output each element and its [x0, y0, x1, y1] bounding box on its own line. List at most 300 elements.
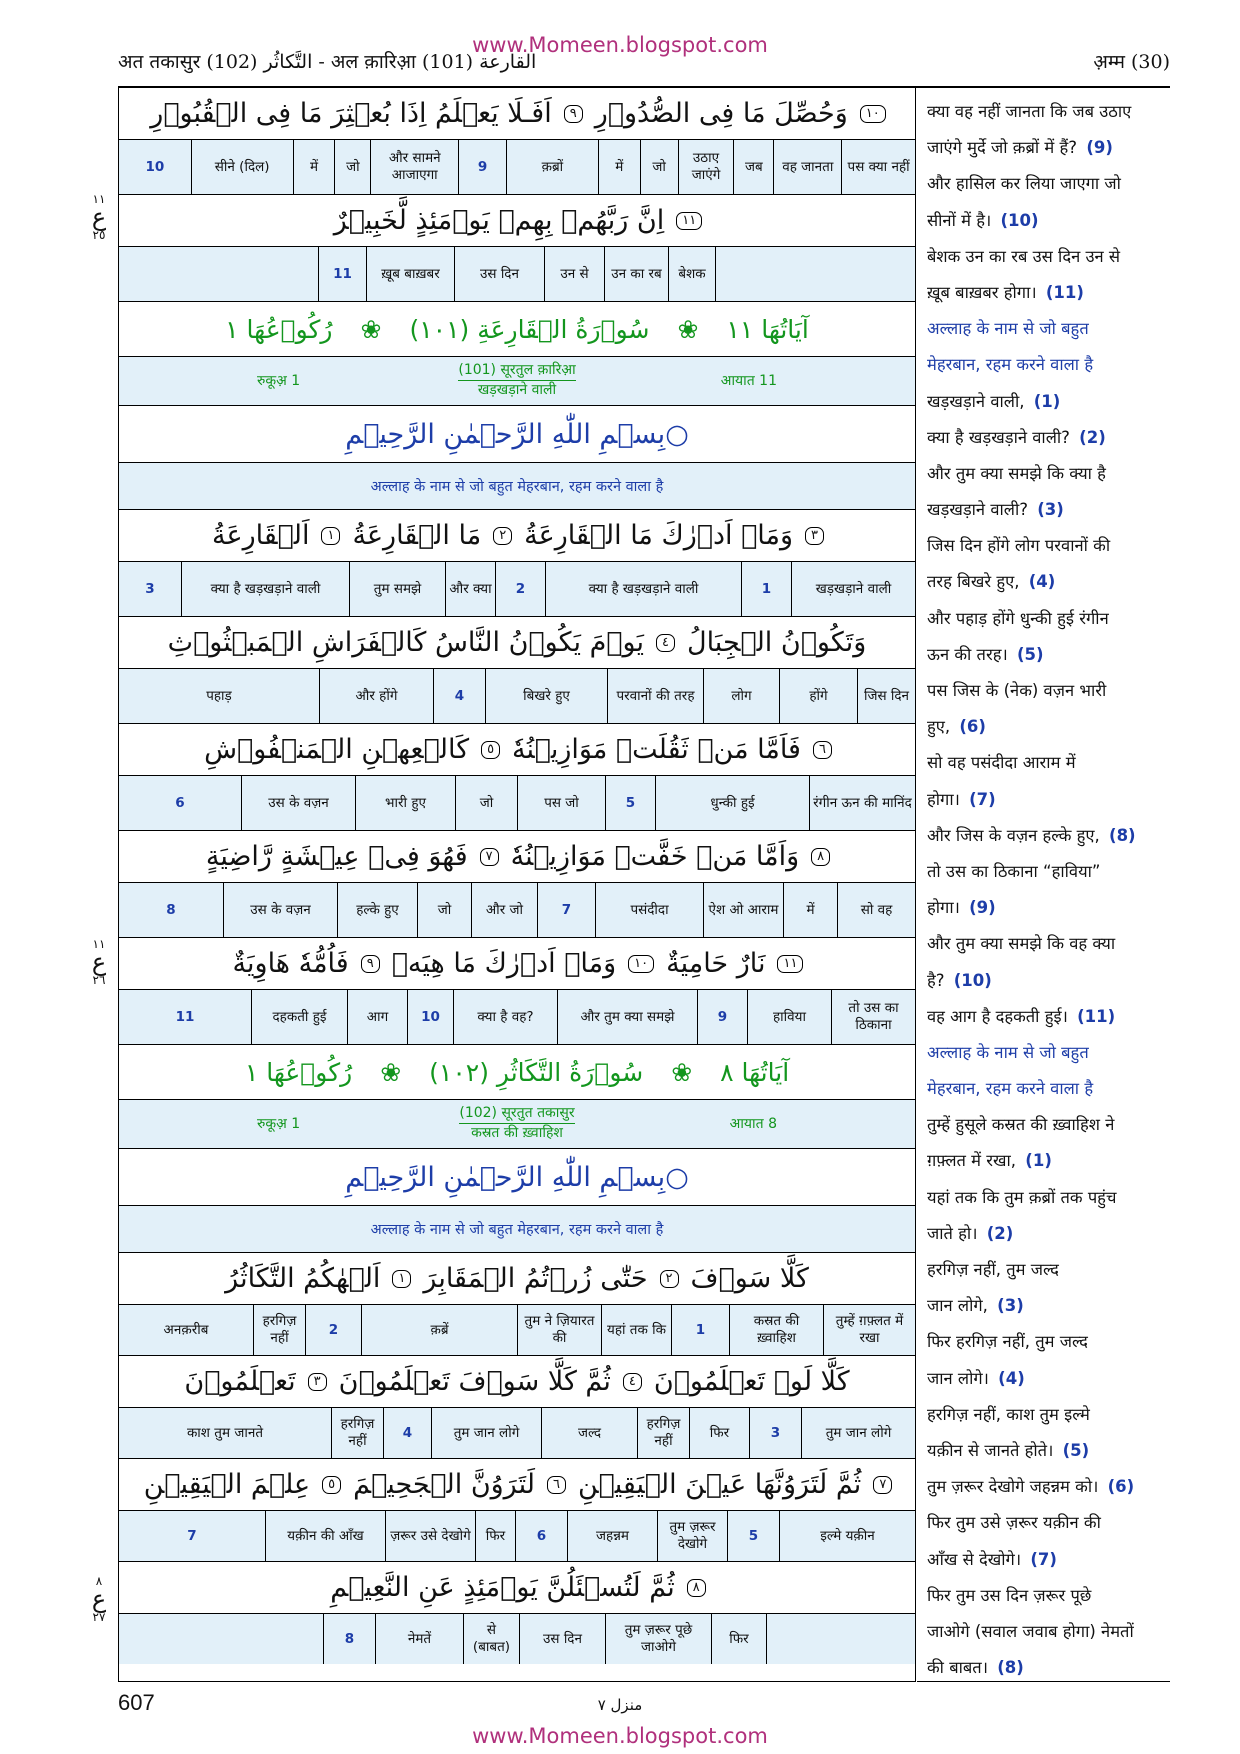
word-cell: जल्द [541, 1408, 637, 1458]
translation-text: तुम ज़रूर देखोगे जहन्नम को। [927, 1477, 1104, 1497]
word-cell: उस दिन [454, 247, 544, 301]
ruku-label: रुकूअ़ 1 [257, 373, 301, 389]
translation-line [927, 275, 1170, 311]
word-cell: होंगे [779, 669, 857, 723]
surah-heading [119, 1045, 915, 1100]
word-cell: तुम समझे [349, 562, 445, 616]
ayah-number-cell: 9 [697, 990, 747, 1044]
translation-line: और हासिल कर लिया जाएगा जो [927, 174, 1121, 194]
word-cell: ऐश ओ आराम [703, 883, 783, 937]
word-cell: और क्या [445, 562, 495, 616]
ayah-number-cell: 6 [515, 1511, 567, 1561]
ruku-symbol: ع [91, 948, 107, 976]
arabic-text: مَا الۡقَارِعَةُ [352, 520, 482, 551]
ruku-symbol: ع [91, 203, 107, 231]
bismillah-row [119, 1149, 915, 1206]
surah-name: سُوۡرَةُ التَّكَاثُرِ (١٠٢) [429, 1057, 644, 1087]
arabic-text: فَاَمَّا مَنۡ ثَقُلَتۡ مَوَازِيۡنُهٗ [512, 734, 801, 765]
arabic-verse-row [119, 195, 915, 247]
arabic-text: اَفَـلَا يَعۡلَمُ اِذَا بُعۡثِرَ مَا فِى الۡقُبُوۡرِ [150, 98, 552, 129]
word-cell: जो [455, 776, 517, 830]
translation-line: फिर हरगिज़ नहीं, तुम जल्द [927, 1332, 1088, 1352]
translation-text: की बाबत। [927, 1658, 994, 1678]
translation-text: ऊन की तरह। [927, 644, 1013, 664]
word-meaning-row [119, 247, 915, 302]
translation-text: और जिस के वज़न हल्के हुए, [927, 825, 1106, 845]
translation-line [927, 1469, 1170, 1505]
ayah-number-marker: ٦ [547, 1476, 566, 1494]
translation-text: सीनों में है। [927, 210, 997, 230]
bismillah-text: بِسۡمِ اللّٰهِ الرَّحۡمٰنِ الرَّحِيۡمِ○ [345, 418, 689, 450]
translation-line [927, 1288, 1170, 1324]
translation-line: तुम्हें हुसूले कस्रत की ख़्वाहिश ने [927, 1115, 1115, 1135]
translation-line [927, 492, 1170, 528]
word-cell: धुन्की हुई [655, 776, 809, 830]
word-cell: और तुम क्या समझे [557, 990, 697, 1044]
translation-line [927, 420, 1170, 456]
translation-line [927, 130, 1170, 166]
ruku-mark-1 [86, 190, 112, 244]
translation-line [927, 1361, 1170, 1397]
translation-text: खड़खड़ाने वाली, [927, 391, 1030, 411]
page-number: 607 [118, 1690, 155, 1715]
arabic-verse-row [119, 1253, 915, 1305]
translation-line [927, 203, 1170, 239]
word-cell: तो उस का ठिकाना [831, 990, 915, 1044]
translation-text: हुए, [927, 717, 956, 737]
arabic-text: كَلَّا سَوۡفَ [690, 1263, 809, 1294]
ayah-number-marker: ٥ [481, 741, 500, 759]
word-cell: क्या है वह? [453, 990, 557, 1044]
verse-number: (8) [1109, 825, 1136, 845]
ayah-number-marker: ١١ [676, 212, 702, 230]
ayah-number-marker: ٣ [805, 527, 824, 545]
surah-title: (102) सूरतुत तकासुर [459, 1104, 574, 1124]
translation-line: जिस दिन होंगे लोग परवानों की [927, 536, 1111, 556]
arabic-verse-row [119, 1562, 915, 1614]
translation-line [927, 637, 1170, 673]
word-cell: क्या है खड़खड़ाने वाली [181, 562, 349, 616]
word-cell: फिर [689, 1408, 749, 1458]
verse-number: (9) [1086, 138, 1113, 158]
surah-info-row [119, 357, 915, 406]
ayah-number-marker: ٨ [811, 848, 830, 866]
translation-line [927, 1542, 1170, 1578]
translation-column [917, 88, 1170, 1682]
translation-line: फिर तुम उसे ज़रूर यक़ीन की [927, 1513, 1101, 1533]
running-header-right: अ़म्म (30) [1093, 51, 1170, 73]
translation-line [927, 1143, 1170, 1179]
verse-number: (11) [1077, 1006, 1116, 1026]
ayah-number-cell: 3 [749, 1408, 801, 1458]
word-cell: में [598, 140, 640, 194]
ayah-number-marker: ٤ [623, 1373, 642, 1391]
verse-number: (9) [969, 898, 996, 918]
ayah-number-cell: 4 [383, 1408, 431, 1458]
translation-line: फिर तुम उस दिन ज़रूर पूछे [927, 1585, 1092, 1605]
word-cell: क्या है खड़खड़ाने वाली [545, 562, 741, 616]
ayah-number-cell: 3 [145, 580, 155, 597]
verse-number: (4) [1028, 572, 1056, 592]
ayat-count: آيَاتُهَا ٨ [720, 1057, 790, 1087]
translation-text: ग़फ़्लत में रखा, [927, 1151, 1022, 1171]
ayah-number-marker: ٩ [361, 955, 380, 973]
word-cell: फिर [475, 1511, 515, 1561]
ruku-bottom-number: ٢٦ [92, 973, 106, 987]
translation-line: सो वह पसंदीदा आराम में [927, 753, 1076, 773]
ruku-label: रुकूअ़ 1 [257, 1116, 301, 1132]
ayah-number-marker: ٧ [873, 1476, 892, 1494]
ruku-bottom-number: ٢٥ [92, 228, 106, 242]
ruku-mark-3 [86, 1572, 112, 1626]
ayah-number-marker: ١ [321, 527, 340, 545]
arabic-verse-row [119, 1459, 915, 1511]
word-cell: दहकती हुई [251, 990, 347, 1044]
verse-number: (6) [1107, 1477, 1135, 1497]
flower-icon: ❀ [380, 1057, 402, 1087]
ayah-number-cell: 10 [145, 158, 165, 175]
surah-heading [119, 302, 915, 357]
word-cell: से (बाबत) [463, 1614, 519, 1664]
word-cell: खड़खड़ाने वाली [791, 562, 915, 616]
arabic-verse-row [119, 510, 915, 562]
word-cell: तुम ज़रूर देखोगे [657, 1511, 727, 1561]
verse-number: (5) [1016, 644, 1044, 664]
arabic-text: كَالۡعِهۡنِ الۡمَنۡفُوۡشِ [204, 734, 470, 765]
translation-text: यक़ीन से जानते होते। [927, 1440, 1059, 1460]
translation-line [927, 1433, 1170, 1469]
ayah-number-marker: ٣ [308, 1373, 327, 1391]
verse-number: (7) [1030, 1549, 1057, 1569]
translation-text: होगा। [927, 898, 966, 918]
translation-text: है? [927, 970, 950, 990]
translation-line: यहां तक कि तुम क़ब्रों तक पहुंच [927, 1187, 1117, 1207]
translation-line: हरगिज़ नहीं, तुम जल्द [927, 1260, 1059, 1279]
translation-line: और तुम क्या समझे कि वह क्या [927, 934, 1116, 954]
translation-line: मेहरबान, रहम करने वाला है [927, 1079, 1094, 1099]
translation-line: हरगिज़ नहीं, काश तुम इल्मे [927, 1404, 1090, 1424]
verse-number: (7) [969, 789, 996, 809]
word-cell: बेशक [668, 247, 716, 301]
word-cell: ज़रूर उसे देखोगे [385, 1511, 475, 1561]
word-cell: जब [733, 140, 773, 194]
ruku-symbol: ع [91, 1585, 107, 1613]
ayah-number-marker: ١١ [777, 955, 803, 973]
surah-title-hindi [119, 1104, 915, 1143]
word-cell: पस क्या नहीं [841, 140, 915, 194]
word-cell: लोग [703, 669, 779, 723]
translation-line: और पहाड़ होंगे धुन्की हुई रंगीन [927, 608, 1109, 628]
translation-text: खड़खड़ाने वाली? [927, 500, 1034, 520]
ruku-mark-2 [86, 935, 112, 989]
arabic-text: وَمَاۤ اَدۡرٰكَ مَا الۡقَارِعَةُ [524, 520, 793, 551]
verse-number: (11) [1045, 282, 1084, 302]
arabic-verse-row [119, 831, 915, 883]
word-cell: उन का रब [604, 247, 668, 301]
word-cell: काश तुम जानते [186, 1424, 264, 1441]
flower-icon: ❀ [677, 314, 699, 344]
ayah-number-cell: 5 [727, 1511, 779, 1561]
ayah-number-cell: 6 [175, 794, 185, 811]
ayah-number-cell: 1 [741, 562, 791, 616]
translation-line [927, 818, 1170, 854]
surah-info-row [119, 1100, 915, 1149]
ayah-number-cell: 2 [305, 1305, 361, 1355]
ayah-number-cell: 5 [605, 776, 655, 830]
ayah-number-cell: 11 [318, 247, 366, 301]
word-cell: यक़ीन की आँख [265, 1511, 385, 1561]
verse-number: (10) [953, 970, 992, 990]
word-meaning-row [119, 990, 915, 1045]
verse-number: (1) [1025, 1151, 1052, 1171]
translation-line [927, 963, 1170, 999]
arabic-verse-row [119, 1356, 915, 1408]
arabic-text: اِنَّ رَبَّهُمۡ بِهِمۡ يَوۡمَئِذٍ لَّخَبِيۡرٌ [333, 205, 665, 236]
word-meaning-row [119, 562, 915, 617]
word-cell: अनक़रीब [163, 1321, 209, 1338]
word-cell: तुम ने ज़ियारत की [517, 1305, 601, 1355]
bismillah-row [119, 406, 915, 463]
ayah-number-marker: ٧ [480, 848, 499, 866]
ayat-label: आयात 8 [729, 1116, 777, 1132]
ayah-number-marker: ١٠ [628, 955, 654, 973]
translation-line [927, 384, 1170, 420]
arabic-text: وَتَكُوۡنُ الۡجِبَالُ [686, 627, 867, 658]
arabic-text: وَمَاۤ اَدۡرٰكَ مَا هِيَهۡ [391, 948, 617, 979]
ayah-number-marker: ٢ [660, 1270, 679, 1288]
ruku-count: رُكُوۡعُهَا ١ [225, 314, 333, 344]
verse-number: (2) [1079, 427, 1106, 447]
ayah-number-marker: ٨ [687, 1579, 706, 1597]
verse-number: (1) [1033, 391, 1061, 411]
surah-meaning: खड़खड़ाने वाली [477, 382, 557, 398]
ayah-number-cell: 8 [166, 901, 176, 918]
word-cell: हरगिज़ नहीं [331, 1408, 383, 1458]
verse-number: (5) [1062, 1440, 1090, 1460]
translation-line: और तुम क्या समझे कि क्या है [927, 463, 1106, 483]
ayah-number-marker: ٢ [493, 527, 512, 545]
ayah-number-cell: 1 [671, 1305, 729, 1355]
translation-line [927, 1650, 1170, 1682]
word-cell: हरगिज़ नहीं [637, 1408, 689, 1458]
word-cell: तुम्हें ग़फ़्लत में रखा [823, 1305, 915, 1355]
arabic-text: نَارٌ حَامِيَةٌ [666, 948, 766, 979]
translation-text: जान लोगे। [927, 1368, 995, 1388]
translation-line [927, 1216, 1170, 1252]
word-cell: क़ब्रें [361, 1305, 517, 1355]
word-meaning-row [119, 1305, 915, 1356]
arabic-text: اَلۡقَارِعَةُ [212, 520, 310, 551]
arabic-text: فَهُوَ فِىۡ عِيۡشَةٍ رَّاضِيَةٍ [205, 841, 468, 872]
word-cell: आग [347, 990, 407, 1044]
word-cell: कस्रत की ख़्वाहिश [729, 1305, 823, 1355]
word-cell: पसंदीदा [595, 883, 703, 937]
ayah-number-cell: 7 [537, 883, 595, 937]
word-cell: नेमतें [375, 1614, 463, 1664]
arabic-verse-row [119, 617, 915, 669]
translation-text: वह आग है दहकती हुई। [927, 1006, 1074, 1026]
ayah-number-cell: 9 [458, 140, 506, 194]
ayah-number-cell: 7 [187, 1527, 197, 1544]
ruku-top-number: ١١ [92, 937, 106, 951]
word-cell: जिस दिन [857, 669, 915, 723]
word-cell: हरगिज़ नहीं [253, 1305, 305, 1355]
arabic-verse-row [119, 724, 915, 776]
word-cell: जो [334, 140, 370, 194]
word-cell: जहन्नम [567, 1511, 657, 1561]
manzil-label: منزل ۷ [597, 1696, 643, 1714]
word-cell: जो [417, 883, 471, 937]
main-column [118, 88, 916, 1682]
arabic-text: اَلۡهٰكُمُ التَّكَاثُرُ [225, 1263, 381, 1294]
word-meaning-row [119, 1511, 915, 1562]
ayah-number-marker: ١٠ [860, 105, 886, 123]
ayah-number-marker: ٦ [813, 741, 832, 759]
verse-number: (2) [986, 1223, 1014, 1243]
word-cell: उस के वज़न [223, 883, 337, 937]
word-cell: वह जानता [773, 140, 841, 194]
bismillah-text: بِسۡمِ اللّٰهِ الرَّحۡمٰنِ الرَّحِيۡمِ○ [345, 1161, 689, 1193]
surah-name: سُوۡرَةُ الۡقَارِعَةِ (١٠١) [409, 314, 650, 344]
translation-text: जान लोगे, [927, 1296, 994, 1316]
translation-line: तो उस का ठिकाना “हाविया” [927, 861, 1101, 881]
arabic-text: لَتَرَوُنَّ الۡجَحِيۡمَ [353, 1469, 535, 1500]
word-cell: उन से [544, 247, 604, 301]
translation-text: ख़ूब बाख़बर होगा। [927, 282, 1042, 302]
ruku-count: رُكُوۡعُهَا ١ [244, 1057, 353, 1087]
word-cell: हल्के हुए [337, 883, 417, 937]
ayah-number-cell: 4 [433, 669, 485, 723]
verse-number: (3) [997, 1296, 1024, 1316]
verse-number: (4) [998, 1368, 1025, 1388]
word-cell: पहाड़ [206, 687, 232, 704]
arabic-text: فَاُمُّهٗ هَاوِيَةٌ [232, 948, 349, 979]
translation-text: जाते हो। [927, 1223, 983, 1243]
word-cell: और होंगे [319, 669, 433, 723]
translation-text: आँख से देखोगे। [927, 1549, 1027, 1569]
ayat-label: आयात 11 [720, 373, 777, 389]
translation-line [927, 564, 1170, 600]
translation-text: अल्लाह के नाम से जो बहुत मेहरबान, रहम करने वाला है [370, 1222, 664, 1238]
word-cell: उठाए जाएंगे [678, 140, 734, 194]
translation-line: अल्लाह के नाम से जो बहुत [927, 319, 1089, 339]
surah-title: (101) सूरतुल क़ारिआ़ [458, 361, 575, 381]
arabic-text: تَعۡلَمُوۡنَ [184, 1366, 296, 1397]
word-cell: जो [640, 140, 678, 194]
word-cell: उस दिन [519, 1614, 605, 1664]
word-cell: भारी हुए [355, 776, 455, 830]
translation-line: अल्लाह के नाम से जो बहुत [927, 1042, 1089, 1062]
flower-icon: ❀ [360, 314, 382, 344]
ruku-top-number: ٨ [95, 1574, 103, 1588]
site-url-bottom[interactable]: www.Momeen.blogspot.com [472, 1724, 768, 1748]
word-cell: सो वह [837, 883, 915, 937]
word-cell: यहां तक कि [601, 1305, 671, 1355]
translation-text: तरह बिखरे हुए, [927, 572, 1025, 592]
translation-line: मेहरबान, रहम करने वाला है [927, 355, 1094, 375]
ayah-number-cell: 8 [323, 1614, 375, 1664]
word-cell: और जो [471, 883, 537, 937]
arabic-text: وَحُصِّلَ مَا فِى الصُّدُوۡرِ [594, 98, 848, 129]
arabic-text: عِلۡمَ الۡيَقِيۡنِ [143, 1469, 311, 1500]
word-meaning-row [119, 776, 915, 831]
word-cell: ख़ूब बाख़बर [366, 247, 454, 301]
surah-meaning: कस्रत की ख़्वाहिश [471, 1125, 563, 1141]
arabic-text: كَلَّا لَوۡ تَعۡلَمُوۡنَ [653, 1366, 850, 1397]
bismillah-translation [119, 1206, 915, 1253]
word-cell: हाविया [747, 990, 831, 1044]
word-cell: इल्मे यक़ीन [779, 1511, 915, 1561]
verse-number: (3) [1037, 500, 1064, 520]
word-cell: और सामने आजाएगा [370, 140, 458, 194]
verse-number: (8) [997, 1658, 1024, 1678]
translation-line [927, 782, 1170, 818]
verse-number: (6) [959, 717, 986, 737]
word-meaning-row [119, 669, 915, 724]
translation-line: क्या वह नहीं जानता कि जब उठाए [927, 102, 1132, 121]
arabic-verse-row [119, 938, 915, 990]
word-cell: तुम जान लोगे [801, 1408, 915, 1458]
word-cell: पस जो [517, 776, 605, 830]
translation-line: जाओगे (सवाल जवाब होगा) नेमतों [927, 1621, 1134, 1641]
word-meaning-row [119, 1614, 915, 1664]
word-meaning-row [119, 140, 915, 195]
word-cell: में [293, 140, 335, 194]
word-cell: बिखरे हुए [485, 669, 607, 723]
arabic-text: ثُمَّ لَتُسۡئَلُنَّ يَوۡمَئِذٍ عَنِ النَّعِيۡمِ [330, 1572, 675, 1603]
word-meaning-row [119, 1408, 915, 1459]
ayah-number-marker: ٥ [322, 1476, 341, 1494]
arabic-text: حَتّٰى زُرۡتُمُ الۡمَقَابِرَ [423, 1263, 648, 1294]
arabic-text: يَوۡمَ يَكُوۡنُ النَّاسُ كَالۡفَرَاشِ الۡمَبۡثُوۡثِ [167, 627, 644, 658]
ruku-bottom-number: ٢٧ [92, 1610, 106, 1624]
translation-line [927, 999, 1170, 1035]
translation-line [927, 709, 1170, 745]
arabic-text: وَاَمَّا مَنۡ خَفَّتۡ مَوَازِيۡنُهٗ [510, 841, 800, 872]
translation-line [927, 890, 1170, 926]
ayah-number-cell: 10 [407, 990, 453, 1044]
word-cell: सीने (दिल) [191, 140, 293, 194]
bismillah-translation [119, 463, 915, 510]
word-cell: में [783, 883, 837, 937]
ayah-number-cell: 2 [495, 562, 545, 616]
running-header-left: अत तकासुर (102) التَّكاثُر - अल क़ारिआ़ (101) القارعة [118, 51, 537, 73]
translation-text: होगा। [927, 789, 966, 809]
word-cell: तुम ज़रूर पूछे जाओगे [605, 1614, 711, 1664]
word-cell: उस के वज़न [241, 776, 355, 830]
arabic-verse-row [119, 88, 915, 140]
translation-text: जाएंगे मुर्दे जो क़ब्रों में हैं? [927, 138, 1083, 158]
surah-title-hindi [119, 361, 915, 400]
ruku-top-number: ١١ [92, 192, 106, 206]
translation-text: अल्लाह के नाम से जो बहुत मेहरबान, रहम करने वाला है [370, 479, 664, 495]
arabic-text: ثُمَّ لَتَرَوُنَّهَا عَيۡنَ الۡيَقِيۡنِ [577, 1469, 862, 1500]
ayah-number-cell: 11 [175, 1008, 195, 1025]
ayat-count: آيَاتُهَا ١١ [726, 314, 809, 344]
word-cell: रंगीन ऊन की मानिंद [809, 776, 915, 830]
ayah-number-marker: ١ [392, 1270, 411, 1288]
translation-line: बेशक उन का रब उस दिन उन से [927, 246, 1121, 266]
verse-number: (10) [1000, 210, 1039, 230]
ayah-number-marker: ٩ [564, 105, 583, 123]
translation-text: क्या है खड़खड़ाने वाली? [927, 427, 1076, 447]
word-cell: फिर [711, 1614, 767, 1664]
word-cell: क़ब्रों [506, 140, 598, 194]
ayah-number-marker: ٤ [656, 634, 675, 652]
site-url-top[interactable]: www.Momeen.blogspot.com [472, 33, 768, 57]
word-cell: परवानों की तरह [607, 669, 703, 723]
flower-icon: ❀ [671, 1057, 693, 1087]
